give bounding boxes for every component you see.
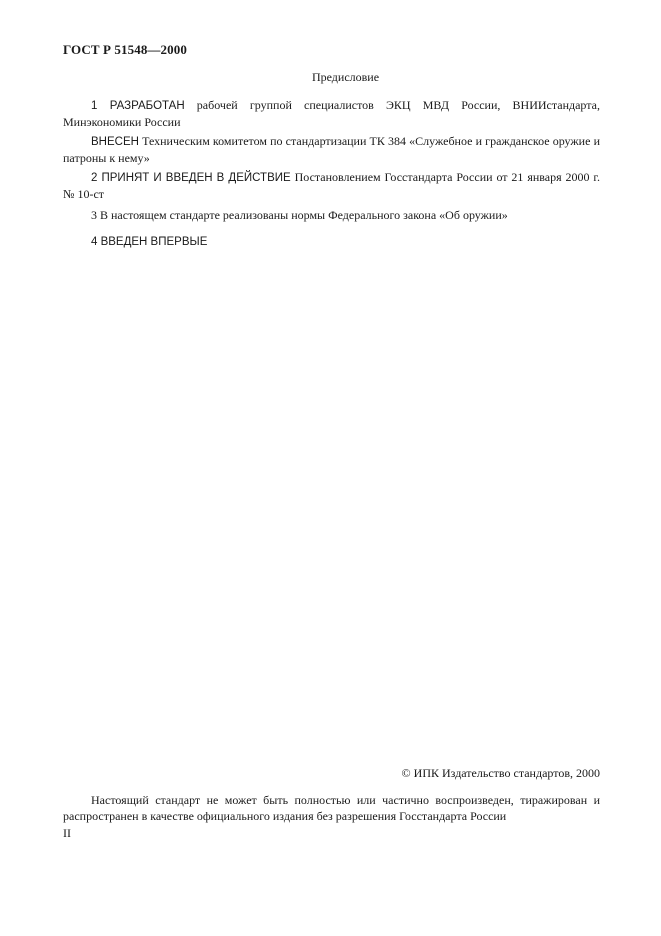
reproduction-notice: Настоящий стандарт не может быть полностью или частично воспроизведен, тиражирован и распространен в качестве официального издания без разрешения Госстандарта России	[63, 793, 600, 823]
preface-paragraph	[63, 233, 600, 250]
paragraph-lead: 1 РАЗРАБОТАН	[91, 100, 185, 112]
preface-paragraph	[63, 97, 600, 130]
paragraph-text: Техническим комитетом по стандартизации ТК 384 «Служебное и гражданское оружие и патроны к нему»	[63, 134, 600, 165]
preface-title: Предисловие	[311, 70, 380, 84]
paragraph-text: В настоящем стандарте реализованы нормы Федерального закона «Об оружии»	[97, 208, 508, 222]
copyright-line: © ИПК Издательство стандартов, 2000	[401, 766, 600, 780]
preface-paragraph	[63, 207, 600, 223]
paragraph-text: Постановлением Госстандарта России от 21 января 2000 г. № 10-ст	[63, 170, 600, 201]
paragraph-lead: 4 ВВЕДЕН ВПЕРВЫЕ	[91, 236, 208, 248]
page-number: II	[63, 826, 71, 840]
preface-paragraph	[63, 169, 600, 202]
paragraph-text: рабочей группой специалистов ЭКЦ МВД России, ВНИИстандарта, Минэкономики России	[63, 98, 600, 129]
paragraph-lead: ВНЕСЕН	[91, 136, 139, 148]
paragraph-lead: 3	[91, 208, 97, 222]
document-header: ГОСТ Р 51548—2000	[63, 42, 187, 57]
preface-paragraph	[63, 133, 600, 166]
paragraph-lead: 2 ПРИНЯТ И ВВЕДЕН В ДЕЙСТВИЕ	[91, 172, 291, 184]
